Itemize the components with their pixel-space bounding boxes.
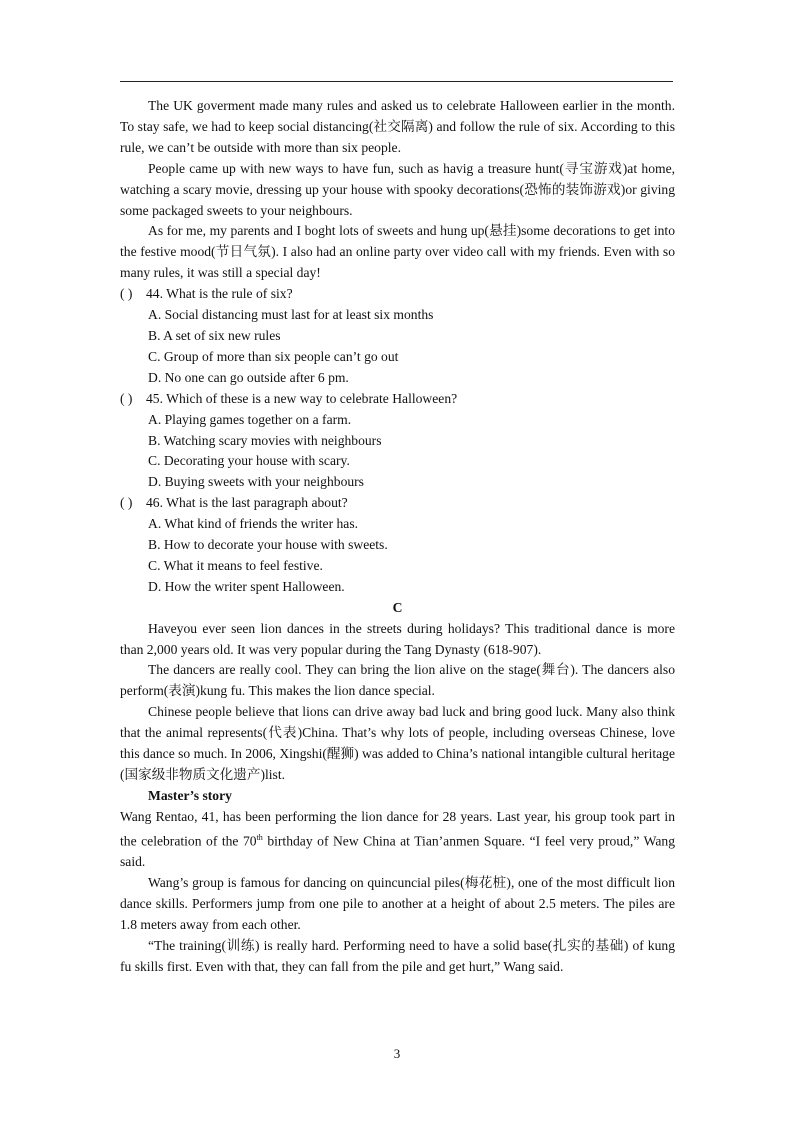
option-c: C. Group of more than six people can’t go out xyxy=(148,348,399,364)
answer-blank[interactable]: ( ) xyxy=(120,495,133,511)
story-paragraph-2: Wang’s group is famous for dancing on quincuncial piles(梅花桩), one of the most difficult lion dance skills. Performers jump from one pile to another at a height of about 2.5 meters. The piles are 1.8 meters away from each other. xyxy=(120,875,675,932)
option-d: D. Buying sweets with your neighbours xyxy=(148,474,364,490)
paragraph-b-1: The UK goverment made many rules and asked us to celebrate Halloween earlier in the month. To stay safe, we had to keep social distancing(社交隔离) and follow the rule of six. According to this rule, we can’t be outside with more than six people. xyxy=(120,98,675,155)
paragraph-c-1: Haveyou ever seen lion dances in the streets during holidays? This traditional dance is more than 2,000 years old. It was very popular during the Tang Dynasty (618-907). xyxy=(120,620,675,657)
question-46 xyxy=(120,493,675,598)
paragraph-c-2: The dancers are really cool. They can bring the lion alive on the stage(舞台). The dancers also perform(表演)kung fu. This makes the lion dance special. xyxy=(120,662,675,699)
story-paragraph-1: Wang Rentao, 41, has been performing the lion dance for 28 years. Last year, his group took part in the celebration of the 70th birthday of New China at Tian’anmen Square. “I feel very proud,” Wang said. xyxy=(120,808,675,870)
option-d: D. No one can go outside after 6 pm. xyxy=(148,369,349,385)
header-rule xyxy=(120,81,673,82)
paragraph-b-3: As for me, my parents and I boght lots of sweets and hung up(悬挂)some decorations to get into the festive mood(节日气氛). I also had an online party over video call with my friends. Even with so many rules, it was still a special day! xyxy=(120,223,675,281)
masters-story-heading: Master’s story xyxy=(148,787,232,803)
option-c: C. What it means to feel festive. xyxy=(148,557,323,573)
option-b: B. Watching scary movies with neighbours xyxy=(148,432,382,448)
option-a: A. Social distancing must last for at least six months xyxy=(148,307,434,323)
question-45 xyxy=(120,389,675,494)
question-text: 44. What is the rule of six? xyxy=(146,286,293,302)
option-a: A. Playing games together on a farm. xyxy=(148,411,352,427)
page-number: 3 xyxy=(393,1046,401,1061)
answer-blank[interactable]: ( ) xyxy=(120,286,133,302)
option-d: D. How the writer spent Halloween. xyxy=(148,578,345,594)
question-44 xyxy=(120,284,675,389)
page-content xyxy=(120,96,675,978)
section-c-heading: C xyxy=(392,599,403,615)
option-a: A. What kind of friends the writer has. xyxy=(148,516,359,532)
answer-blank[interactable]: ( ) xyxy=(120,390,133,406)
option-b: B. How to decorate your house with sweets. xyxy=(148,537,388,553)
option-b: B. A set of six new rules xyxy=(148,327,281,343)
story-paragraph-3: “The training(训练) is really hard. Performing need to have a solid base(扎实的基础) of kung fu skills first. Even with that, they can fall from the pile and get hurt,” Wang said. xyxy=(120,937,675,974)
paragraph-c-3: Chinese people believe that lions can drive away bad luck and bring good luck. Many also think that the animal represents(代表)China. That’s why lots of people, including overseas Chinese, love this dance so much. In 2006, Xingshi(醒狮) was added to China’s national intangible cultural heritage (国家级非物质文化遗产)list. xyxy=(120,704,675,782)
question-text: 46. What is the last paragraph about? xyxy=(146,495,348,511)
question-text: 45. Which of these is a new way to celebrate Halloween? xyxy=(146,390,458,406)
paragraph-b-2: People came up with new ways to have fun, such as havig a treasure hunt(寻宝游戏)at home, watching a scary movie, dressing up your house with spooky decorations(恐怖的装饰游戏)or giving some packaged sweets to your neighbours. xyxy=(120,160,675,218)
option-c: C. Decorating your house with scary. xyxy=(148,453,350,469)
